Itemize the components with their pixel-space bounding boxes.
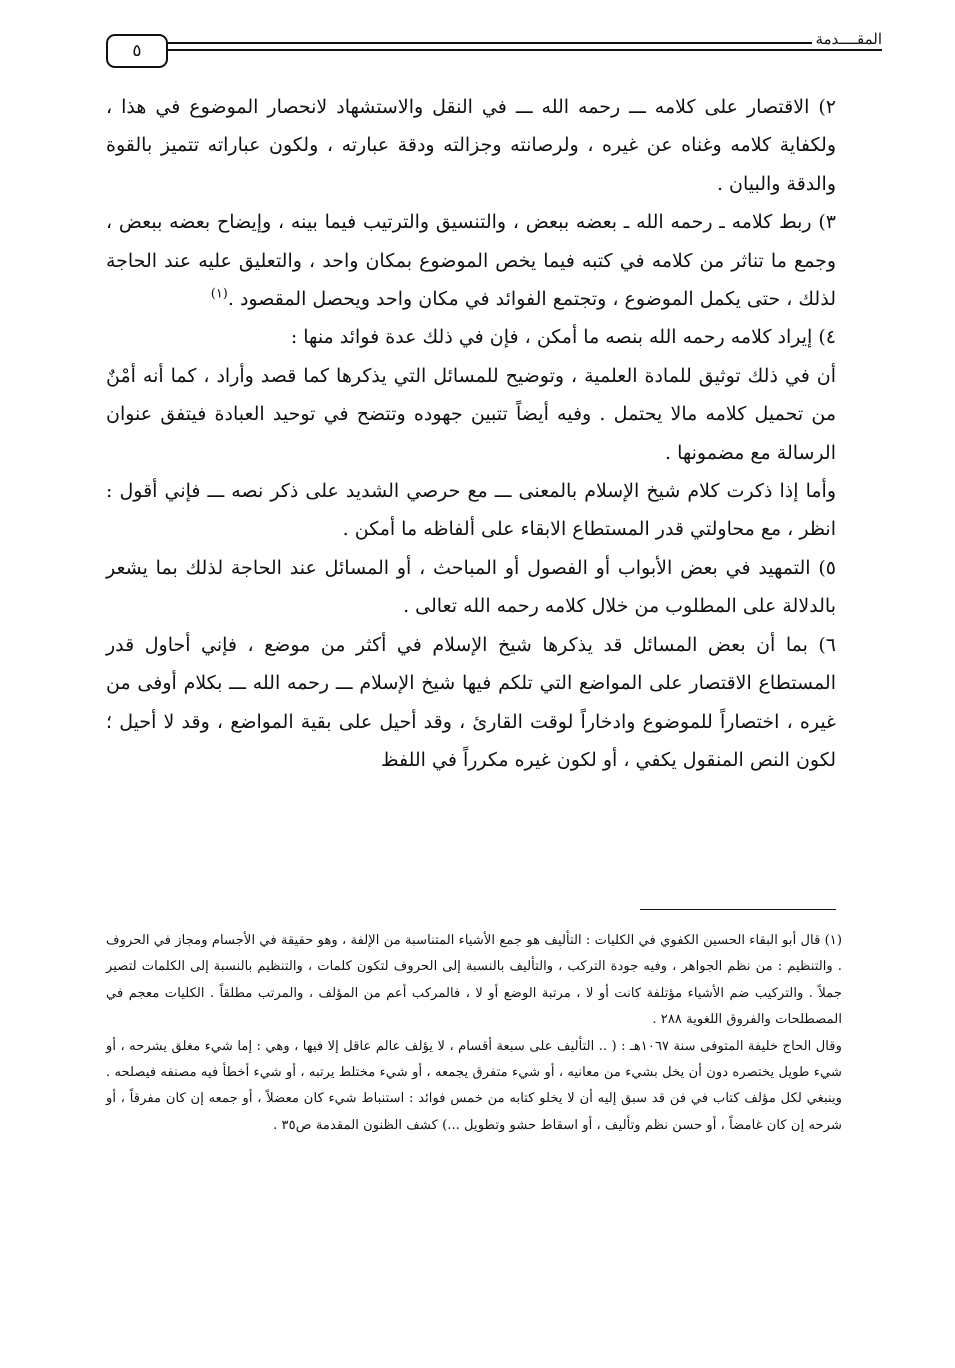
footnote-separator xyxy=(640,909,836,910)
paragraph-meaning-quote: وأما إذا ذكرت كلام شيخ الإسلام بالمعنى ـــ مع حرصي الشديد على ذكر نصه ـــ فإني أقول : انظر ، مع محاولتي قدر المستطاع الابقاء على ألفاظه ما أمكن . xyxy=(106,480,836,541)
paragraph-benefits: أن في ذلك توثيق للمادة العلمية ، وتوضيح للمسائل التي يذكرها كما قصد وأراد ، كما أنه أمْنٌ من تحميل كلامه مالا يحتمل . وفيه أيضاً تتبين جهوده وتتضح في توحيد العبادة فيتفق عنوان الرسالة مع مضمونها . xyxy=(106,364,836,464)
footnote-1-continued: وقال الحاج خليفة المتوفى سنة ١٠٦٧هـ : ( .. التأليف على سبعة أقسام ، لا يؤلف عالم عاقل إلا فيها ، وهي : إما شيء مغلق يشرحه ، أو شيء طويل يختصره دون أن يخل بشيء من معانيه ، أو شيء متفرق يجمعه ، أو شيء مختلط يرتبه ، أو شيء أخطأ فيه مصنفه فيصلحه . وينبغي لكل مؤلف كتاب في فن قد سبق إليه أن لا يخلو كتابه من خمس فوائد : استنباط شيء كان معضلاً ، أو جمعه إن كان مفرقاً ، أو شرحه إن كان غامضاً ، أو حسن نظم وتأليف ، أو اسقاط حشو وتطويل ...) كشف الظنون المقدمة ص٣٥ . xyxy=(106,1038,842,1133)
paragraph-point-2: ٢) الاقتصار على كلامه ـــ رحمه الله ـــ في النقل والاستشهاد لانحصار الموضوع في هذا ، ولكفاية كلامه وغناه عن غيره ، ولرصانته وجزالته ودقة عبارته ، ولكون عباراته تتميز بالقوة والدقة والبيان . xyxy=(106,96,836,195)
header-rule-top xyxy=(168,42,812,44)
page-number: ٥ xyxy=(106,34,168,68)
header-rule-bottom xyxy=(168,49,882,51)
page-header xyxy=(106,32,882,74)
paragraph-point-4: ٤) إيراد كلامه رحمه الله بنصه ما أمكن ، فإن في ذلك عدة فوائد منها : xyxy=(290,326,836,349)
footnotes xyxy=(106,928,842,1139)
main-text xyxy=(106,88,836,779)
paragraph-point-3-text: ٣) ربط كلامه ـ رحمه الله ـ بعضه ببعض ، والتنسيق والترتيب فيما بينه ، وإيضاح بعضه ببعض ، وجمع ما تناثر من كلامه في كتبه فيما يخص الموضوع بمكان واحد ، والتعليق عليه عند الحاجة لذلك ، حتى يكمل الموضوع ، وتجتمع الفوائد في مكان واحد ويحصل المقصود . xyxy=(106,211,836,311)
paragraph-point-3 xyxy=(106,203,836,318)
footnote-1: (١) قال أبو البقاء الحسين الكفوي في الكليات : التأليف هو جمع الأشياء المتناسبة من الإلفة ، وهو حقيقة في الأجسام ومجاز في الحروف . والتنظيم : من نظم الجواهر ، وفيه جودة التركب ، والتأليف بالنسبة إلى الحروف لتكون كلمات ، والتنظيم بالنسبة إلى الكلمات لتصير جملاً . والتركيب ضم الأشياء مؤتلفة كانت أو لا ، مرتبة الوضع أو لا ، فالمركب أعم من المؤلف ، والمرتب مطلقاً . الكليات معجم في المصطلحات والفروق اللغوية ٢٨٨ . xyxy=(106,933,842,1028)
paragraph-point-5: ٥) التمهيد في بعض الأبواب أو الفصول أو المباحث ، أو المسائل عند الحاجة لذلك بما يشعر بالدلالة على المطلوب من خلال كلامه رحمه الله تعالى . xyxy=(106,556,836,618)
paragraph-point-6: ٦) بما أن بعض المسائل قد يذكرها شيخ الإسلام في أكثر من موضع ، فإني أحاول قدر المستطاع الاقتصار على المواضع التي تلكم فيها شيخ الإسلام ـــ رحمه الله ـــ بكلام أوفى من غيره ، اختصاراً للموضوع وادخاراً لوقت القارئ ، وقد أحيل على بقية المواضع ، وقد لا أحيل ؛ لكون النص المنقول يكفي ، أو لكون غيره مكرراً في اللفظ xyxy=(106,633,836,771)
footnote-ref-1[interactable]: (١) xyxy=(210,286,228,302)
running-title: المقــــدمة xyxy=(815,30,882,48)
